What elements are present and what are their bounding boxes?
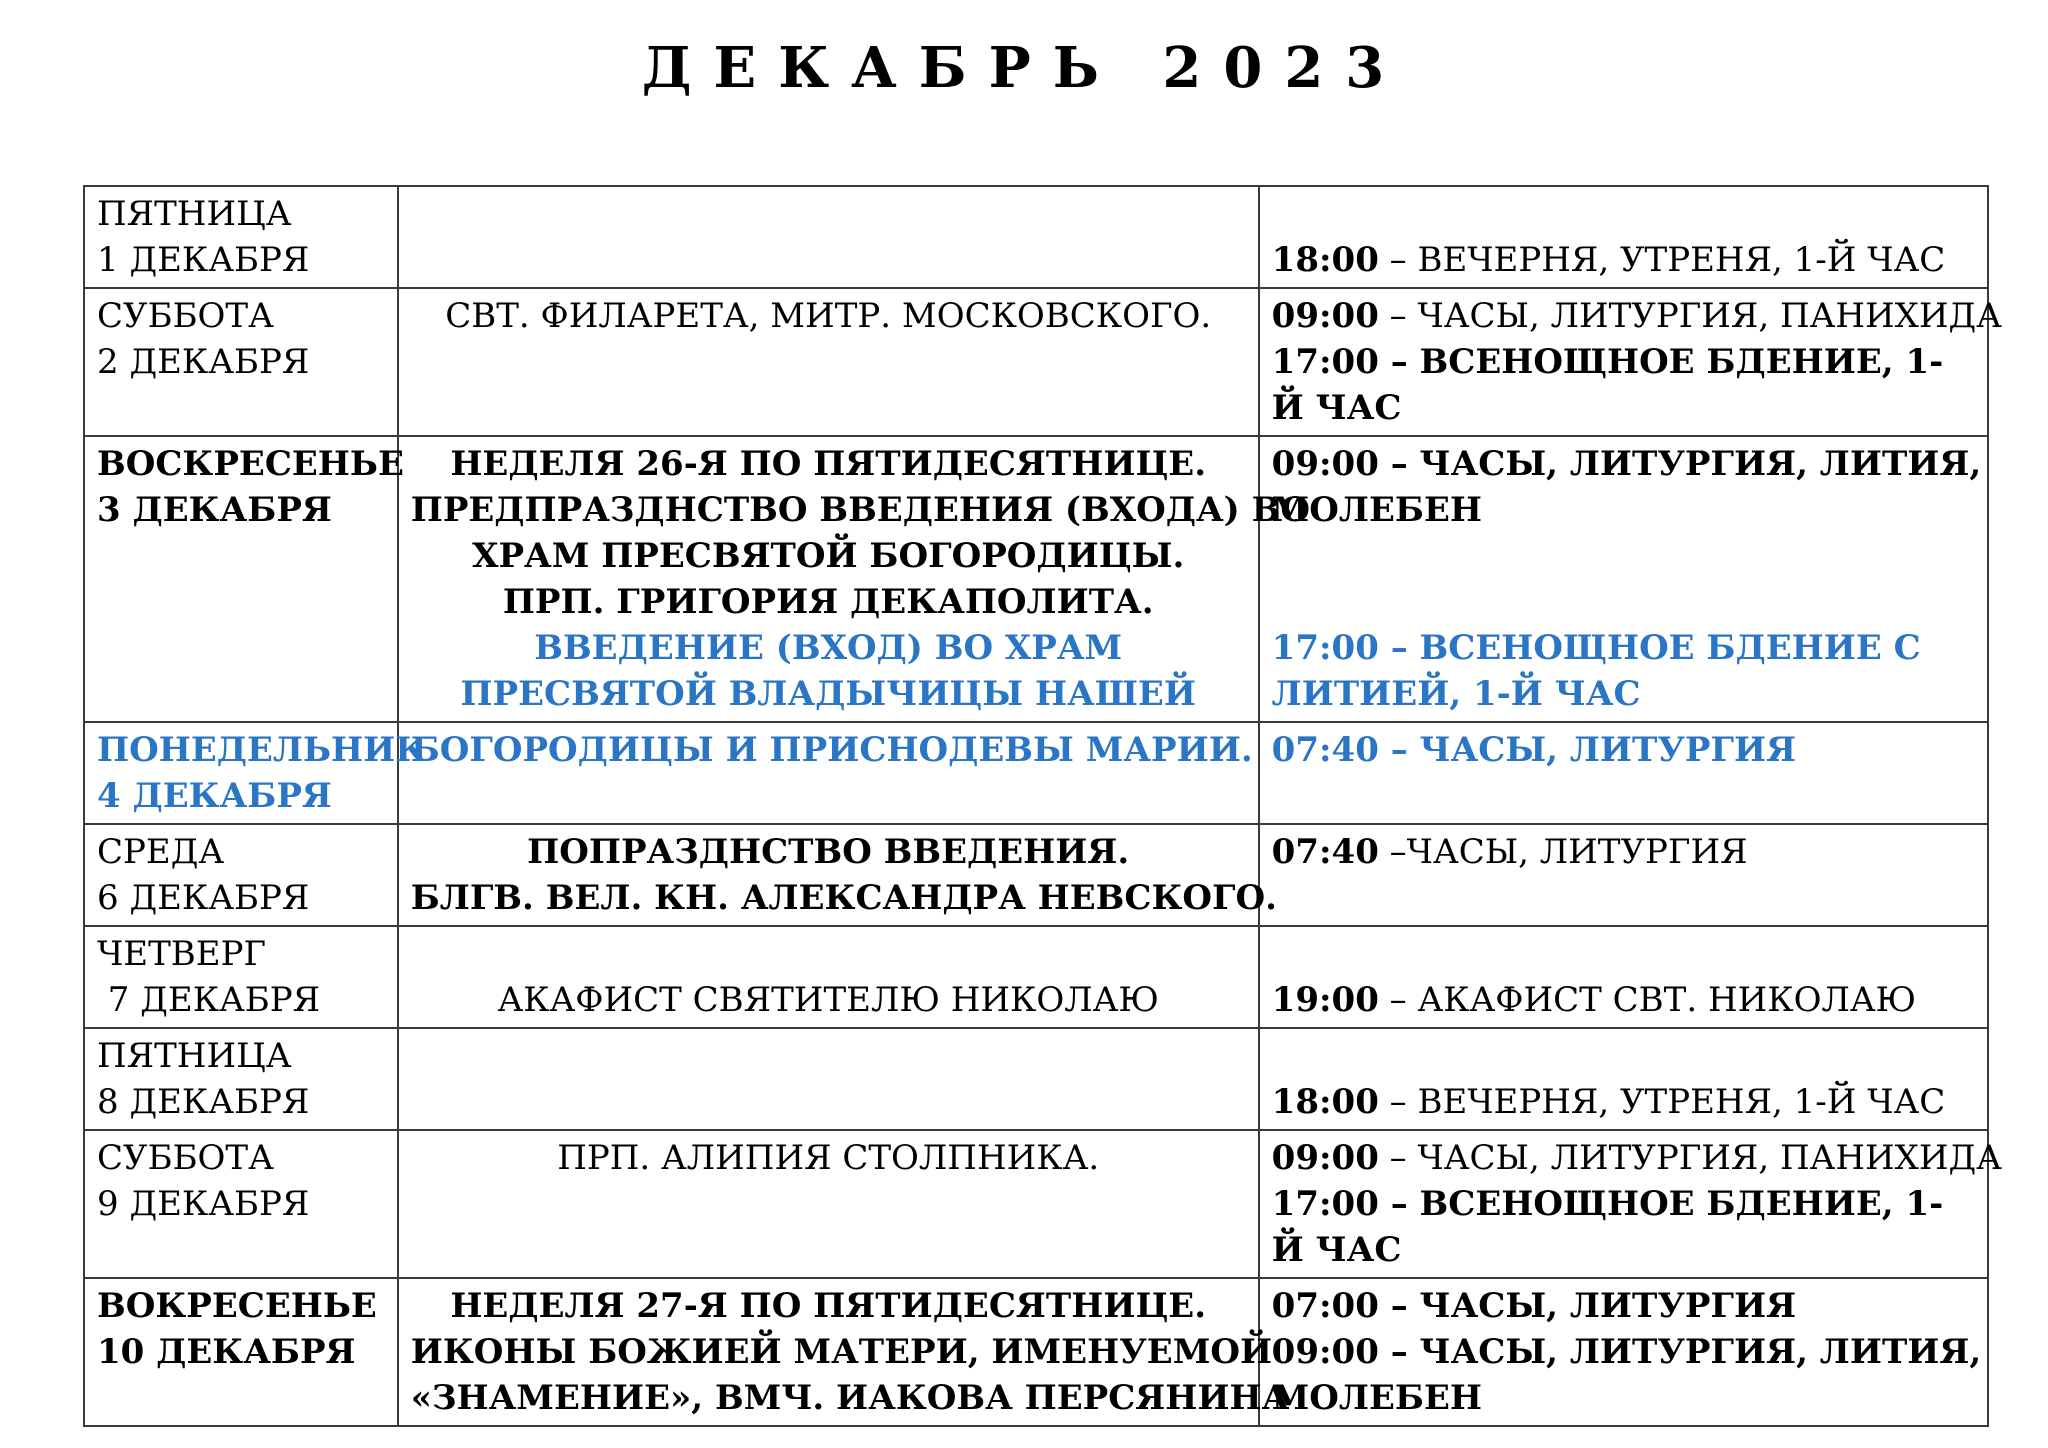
schedule-row: [84, 288, 1988, 436]
schedule-row: [84, 186, 1988, 288]
service-time: 07:40: [1271, 832, 1379, 872]
date: 7 ДЕКАБРЯ: [97, 980, 321, 1020]
service-cell: [1259, 288, 2002, 436]
day-cell: [84, 1278, 398, 1426]
event-line: «ЗНАМЕНИЕ», ВМЧ. ИАКОВА ПЕРСЯНИНА: [410, 1378, 1290, 1418]
service-text: – ВЕЧЕРНЯ, УТРЕНЯ, 1-Й ЧАС: [1378, 240, 1946, 280]
schedule-row: [84, 436, 1988, 722]
service-time: 18:00: [1271, 240, 1379, 280]
service-line: МОЛЕБЕН: [1271, 1378, 1482, 1418]
event-line: БОГОРОДИЦЫ И ПРИСНОДЕВЫ МАРИИ.: [410, 730, 1253, 770]
weekday: ПОНЕДЕЛЬНИК: [97, 730, 427, 770]
event-line: НЕДЕЛЯ 26-Я ПО ПЯТИДЕСЯТНИЦЕ.: [450, 444, 1207, 484]
weekday: СРЕДА: [97, 832, 225, 872]
service-text: – ВЕЧЕРНЯ, УТРЕНЯ, 1-Й ЧАС: [1378, 1082, 1946, 1122]
weekday: ВОСКРЕСЕНЬЕ: [97, 444, 404, 484]
page-title: ДЕКАБРЬ 2023: [641, 35, 1407, 101]
date: 6 ДЕКАБРЯ: [97, 878, 310, 918]
event-cell: [398, 288, 1259, 436]
service-cell: [1259, 722, 1988, 824]
service-text: – АКАФИСТ СВТ. НИКОЛАЮ: [1378, 980, 1917, 1020]
date: 9 ДЕКАБРЯ: [97, 1184, 310, 1224]
event-cell: [398, 824, 1277, 926]
event-line: ХРАМ ПРЕСВЯТОЙ БОГОРОДИЦЫ.: [472, 536, 1185, 576]
service-line: МОЛЕБЕН: [1271, 490, 1482, 530]
event-line: ИКОНЫ БОЖИЕЙ МАТЕРИ, ИМЕНУЕМОЙ: [410, 1332, 1273, 1372]
service-line: [1272, 977, 1975, 1023]
service-cell: [1259, 1130, 2002, 1278]
service-cell: [1259, 1028, 1988, 1130]
day-cell: [84, 1028, 398, 1130]
date: 10 ДЕКАБРЯ: [97, 1332, 356, 1372]
feast-service-line: ЛИТИЕЙ, 1-Й ЧАС: [1271, 674, 1641, 714]
service-line: [1272, 1079, 1975, 1125]
feast-line: ПРЕСВЯТОЙ ВЛАДЫЧИЦЫ НАШЕЙ: [460, 674, 1196, 714]
service-line: [1271, 1135, 2002, 1181]
service-line: 07:00 – ЧАСЫ, ЛИТУРГИЯ: [1271, 1286, 1797, 1326]
service-line: 09:00 – ЧАСЫ, ЛИТУРГИЯ, ЛИТИЯ,: [1271, 1332, 1982, 1372]
service-time: 09:00: [1271, 296, 1379, 336]
weekday: ПЯТНИЦА: [97, 194, 292, 234]
schedule-table: [83, 185, 2002, 1427]
weekday: СУББОТА: [97, 296, 274, 336]
service-cell: [1259, 436, 1988, 722]
service-line: 09:00 – ЧАСЫ, ЛИТУРГИЯ, ЛИТИЯ,: [1271, 444, 1982, 484]
feast-service-line: 17:00 – ВСЕНОЩНОЕ БДЕНИЕ С: [1271, 628, 1921, 668]
service-line: [1272, 829, 1975, 875]
date: 4 ДЕКАБРЯ: [97, 776, 332, 816]
schedule-row: [84, 1028, 1988, 1130]
event-line: НЕДЕЛЯ 27-Я ПО ПЯТИДЕСЯТНИЦЕ.: [450, 1286, 1207, 1326]
schedule-row: [84, 824, 1988, 926]
date: 1 ДЕКАБРЯ: [97, 240, 310, 280]
day-cell: [84, 288, 398, 436]
day-cell: [84, 722, 427, 824]
event-line: БЛГВ. ВЕЛ. КН. АЛЕКСАНДРА НЕВСКОГО.: [410, 878, 1277, 918]
weekday: ЧЕТВЕРГ: [97, 934, 266, 974]
event-cell: [398, 436, 1310, 722]
date: 2 ДЕКАБРЯ: [97, 342, 310, 382]
weekday: ВОКРЕСЕНЬЕ: [97, 1286, 377, 1326]
day-cell: [84, 824, 398, 926]
day-cell: [84, 926, 398, 1028]
spacer: [1272, 579, 1975, 625]
schedule-row: [84, 926, 1988, 1028]
service-cell: [1259, 824, 1988, 926]
event-cell: [398, 186, 1259, 288]
event-cell: [398, 1278, 1290, 1426]
service-cell: [1259, 186, 1988, 288]
event-cell: [398, 1130, 1259, 1278]
event-line: АКАФИСТ СВЯТИТЕЛЮ НИКОЛАЮ: [497, 980, 1159, 1020]
day-cell: [84, 436, 404, 722]
service-text: – ЧАСЫ, ЛИТУРГИЯ, ПАНИХИДА: [1378, 1138, 2002, 1178]
service-cell: [1259, 1278, 1988, 1426]
event-line: ПРП. ГРИГОРИЯ ДЕКАПОЛИТА.: [502, 582, 1154, 622]
weekday: ПЯТНИЦА: [97, 1036, 292, 1076]
event-cell: [398, 1028, 1259, 1130]
event-line: СВТ. ФИЛАРЕТА, МИТР. МОСКОВСКОГО.: [445, 296, 1212, 336]
service-time: 18:00: [1271, 1082, 1379, 1122]
event-line: ПОПРАЗДНСТВО ВВЕДЕНИЯ.: [527, 832, 1130, 872]
service-text: – ЧАСЫ, ЛИТУРГИЯ, ПАНИХИДА: [1378, 296, 2002, 336]
service-line: 17:00 – ВСЕНОЩНОЕ БДЕНИЕ, 1-Й ЧАС: [1271, 342, 1944, 428]
service-text: –ЧАСЫ, ЛИТУРГИЯ: [1378, 832, 1748, 872]
schedule-row: [84, 1130, 1988, 1278]
event-line: ПРЕДПРАЗДНСТВО ВВЕДЕНИЯ (ВХОДА) ВО: [410, 490, 1310, 530]
day-cell: [84, 1130, 398, 1278]
service-cell: [1259, 926, 1988, 1028]
date: 8 ДЕКАБРЯ: [97, 1082, 310, 1122]
event-line: ПРП. АЛИПИЯ СТОЛПНИКА.: [557, 1138, 1100, 1178]
event-cell: [398, 926, 1259, 1028]
service-time: 09:00: [1271, 1138, 1379, 1178]
weekday: СУББОТА: [97, 1138, 274, 1178]
day-cell: [84, 186, 398, 288]
service-line: [1272, 237, 1975, 283]
service-line: 07:40 – ЧАСЫ, ЛИТУРГИЯ: [1271, 730, 1797, 770]
feast-line: ВВЕДЕНИЕ (ВХОД) ВО ХРАМ: [534, 628, 1123, 668]
date: 3 ДЕКАБРЯ: [97, 490, 332, 530]
service-line: [1271, 293, 2002, 339]
spacer: [1272, 533, 1975, 579]
schedule-row: [84, 1278, 1988, 1426]
schedule-row: [84, 722, 1988, 824]
service-line: 17:00 – ВСЕНОЩНОЕ БДЕНИЕ, 1-Й ЧАС: [1271, 1184, 1944, 1270]
event-cell: [398, 722, 1259, 824]
service-time: 19:00: [1271, 980, 1379, 1020]
